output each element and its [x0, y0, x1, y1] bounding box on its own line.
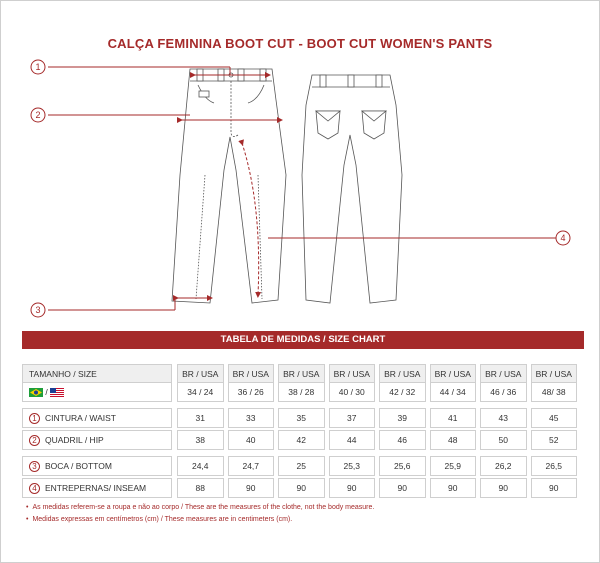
- brazil-flag-icon: [29, 388, 43, 397]
- size-value: 34 / 24: [177, 382, 224, 402]
- measure-label: [22, 408, 172, 428]
- measure-value: 48: [430, 430, 477, 450]
- column-header: BR / USA: [329, 364, 376, 384]
- measure-value: 90: [531, 478, 578, 498]
- size-value: 46 / 36: [480, 382, 527, 402]
- size-value: 42 / 32: [379, 382, 426, 402]
- measure-value: 26,5: [531, 456, 578, 476]
- measure-value: 33: [228, 408, 275, 428]
- note-2: • Medidas expressas em centímetros (cm) / These measures are in centimeters (cm).: [26, 516, 293, 523]
- usa-flag-icon: [50, 388, 64, 397]
- measure-value: 38: [177, 430, 224, 450]
- callout-4-num: 4: [560, 233, 566, 243]
- note-1-text: As medidas referem-se a roupa e não ao corpo / These are the measures of the clothe, not the body measure.: [32, 504, 375, 511]
- column-header: BR / USA: [480, 364, 527, 384]
- back-pants: [302, 75, 402, 303]
- measure-value: 42: [278, 430, 325, 450]
- flags-separator: /: [45, 387, 48, 397]
- measure-value: 24,7: [228, 456, 275, 476]
- size-label: TAMANHO / SIZE: [22, 364, 172, 384]
- measure-value: 90: [329, 478, 376, 498]
- measure-value: 39: [379, 408, 426, 428]
- row-label-text: BOCA / BOTTOM: [45, 461, 112, 471]
- measure-value: 24,4: [177, 456, 224, 476]
- measure-value: 26,2: [480, 456, 527, 476]
- column-header: BR / USA: [228, 364, 275, 384]
- measure-value: 50: [480, 430, 527, 450]
- note-1: • As medidas referem-se a roupa e não ao corpo / These are the measures of the clothe, not the body measure.: [26, 504, 375, 511]
- measure-value: 45: [531, 408, 578, 428]
- measure-value: 88: [177, 478, 224, 498]
- row-label-text: ENTREPERNAS/ INSEAM: [45, 483, 147, 493]
- page-title: CALÇA FEMININA BOOT CUT - BOOT CUT WOMEN'S PANTS: [107, 36, 493, 51]
- measure-value: 31: [177, 408, 224, 428]
- row-number-badge: 1: [29, 413, 40, 424]
- callout-2-num: 2: [35, 110, 41, 120]
- measure-value: 25,3: [329, 456, 376, 476]
- size-value: 44 / 34: [430, 382, 477, 402]
- size-value: 48/ 38: [531, 382, 578, 402]
- size-value: 40 / 30: [329, 382, 376, 402]
- size-value: 36 / 26: [228, 382, 275, 402]
- measure-value: 43: [480, 408, 527, 428]
- measure-value: 25,9: [430, 456, 477, 476]
- row-number-badge: 3: [29, 461, 40, 472]
- measure-label: [22, 478, 172, 498]
- column-header: BR / USA: [278, 364, 325, 384]
- row-label-text: CINTURA / WAIST: [45, 413, 116, 423]
- callout-1-num: 1: [35, 62, 41, 72]
- measure-value: 37: [329, 408, 376, 428]
- column-header: BR / USA: [430, 364, 477, 384]
- column-header: BR / USA: [531, 364, 578, 384]
- row-number-badge: 2: [29, 435, 40, 446]
- note-2-text: Medidas expressas em centímetros (cm) / These measures are in centimeters (cm).: [32, 516, 293, 523]
- measure-label: [22, 430, 172, 450]
- measure-value: 52: [531, 430, 578, 450]
- measure-value: 25,6: [379, 456, 426, 476]
- row-number-badge: 4: [29, 483, 40, 494]
- column-header: BR / USA: [379, 364, 426, 384]
- measure-value: 90: [379, 478, 426, 498]
- measure-value: 90: [430, 478, 477, 498]
- measure-value: 90: [278, 478, 325, 498]
- measure-value: 46: [379, 430, 426, 450]
- measure-lines: [48, 67, 556, 310]
- flags-cell: [22, 382, 172, 402]
- front-pants: [172, 69, 286, 303]
- pants-illustration: [0, 55, 600, 325]
- measure-value: 25: [278, 456, 325, 476]
- callout-3-num: 3: [35, 305, 41, 315]
- measure-value: 41: [430, 408, 477, 428]
- column-header: BR / USA: [177, 364, 224, 384]
- measure-value: 40: [228, 430, 275, 450]
- size-value: 38 / 28: [278, 382, 325, 402]
- measure-value: 35: [278, 408, 325, 428]
- measure-label: [22, 456, 172, 476]
- measure-value: 90: [480, 478, 527, 498]
- measure-value: 90: [228, 478, 275, 498]
- measure-value: 44: [329, 430, 376, 450]
- row-label-text: QUADRIL / HIP: [45, 435, 104, 445]
- size-chart-title: TABELA DE MEDIDAS / SIZE CHART: [22, 331, 584, 349]
